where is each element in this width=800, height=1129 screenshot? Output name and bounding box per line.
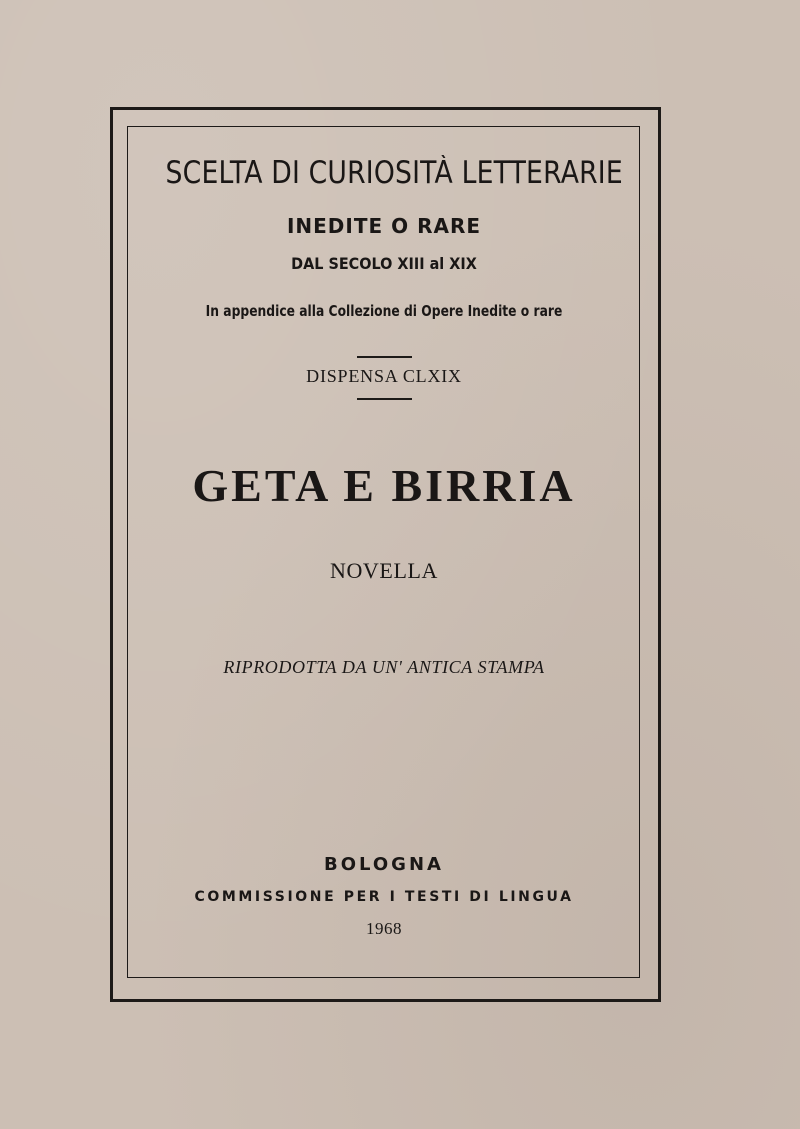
series-subtitle-1: INEDITE O RARE [286, 214, 482, 238]
issue-number: DISPENSA CLXIX [306, 366, 462, 386]
publication-year: 1968 [366, 919, 402, 938]
series-title: SCELTA DI CURIOSITÀ LETTERARIE [165, 155, 623, 191]
publication-city: BOLOGNA [324, 854, 444, 875]
series-subtitle-2: DAL SECOLO XIII al XIX [291, 254, 477, 273]
publisher: COMMISSIONE PER I TESTI DI LINGUA [194, 889, 574, 905]
appendix-note: In appendice alla Collezione di Opere Inedite o rare [205, 302, 563, 320]
divider-bottom [357, 398, 412, 400]
book-subtitle: NOVELLA [329, 558, 439, 583]
reproduction-note: RIPRODOTTA DA UN' ANTICA STAMPA [223, 657, 545, 677]
book-title: GETA E BIRRIA [192, 460, 576, 511]
cover-content [130, 128, 638, 976]
divider-top [357, 356, 412, 358]
